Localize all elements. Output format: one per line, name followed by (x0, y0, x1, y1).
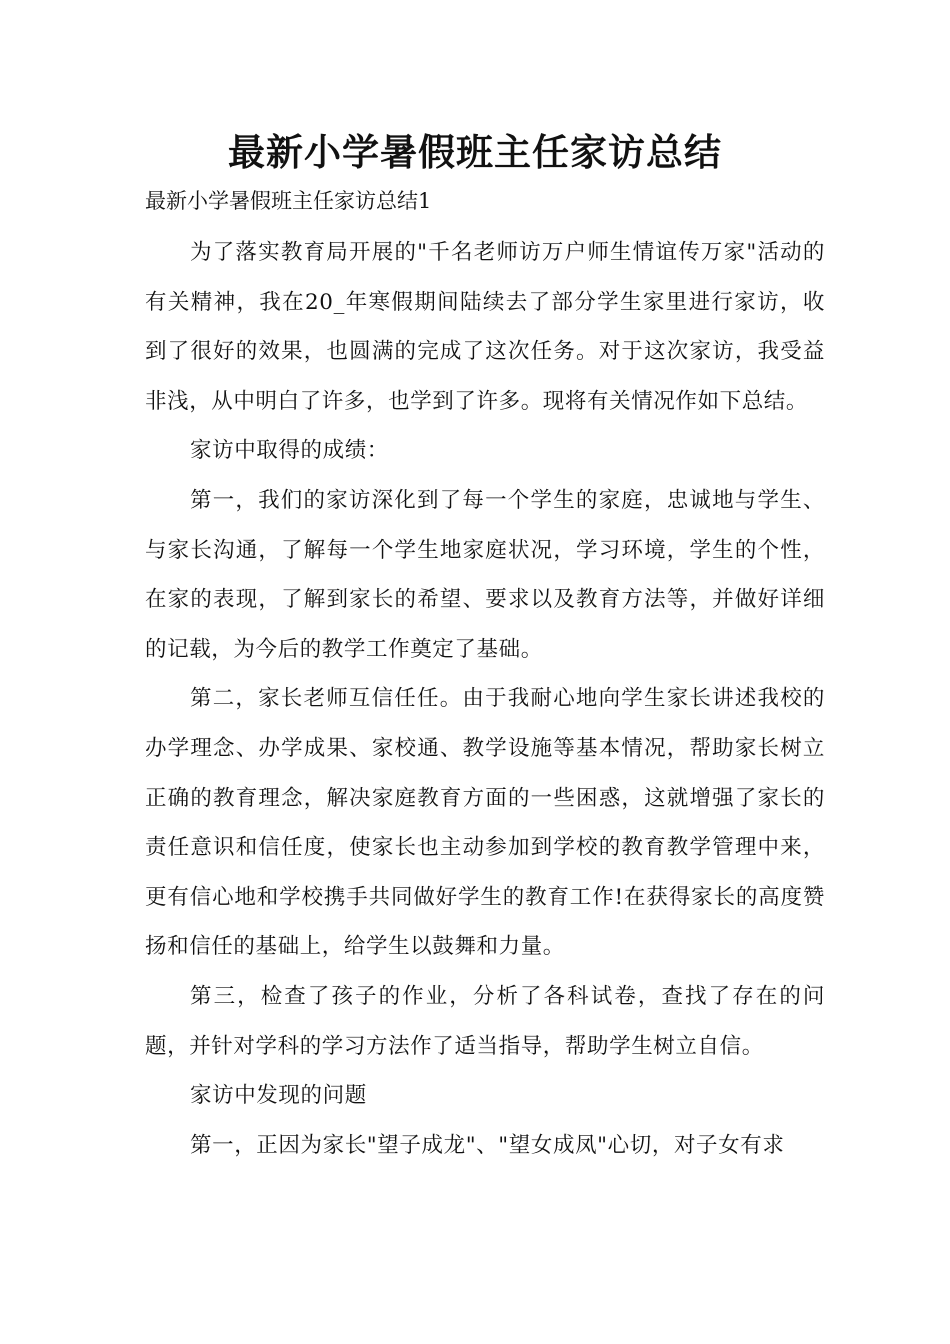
paragraph-problem-1: 第一，正因为家长"望子成龙"、"望女成凤"心切，对子女有求 (190, 1132, 785, 1158)
paragraph-achievement-2: 第二，家长老师互信任任。由于我耐心地向学生家长讲述我校的办学理念、办学成果、家校通、教学设施等基本情况，帮助家长树立正确的教育理念，解决家庭教育方面的一些困惑，这就增强了家长的责任意识和信任度，使家长也主动参加到学校的教育教学管理中来，更有信心地和学校携手共同做好学生的教育工作!在获得家长的高度赞扬和信任的基础上，给学生以鼓舞和力量。 (145, 686, 825, 960)
document-subtitle: 最新小学暑假班主任家访总结1 (145, 189, 432, 213)
paragraph-intro: 为了落实教育局开展的"千名老师访万户师生情谊传万家"活动的有关精神，我在20_年寒假期间陆续去了部分学生家里进行家访，收到了很好的效果，也圆满的完成了这次任务。对于这次家访，我受益非浅，从中明白了许多，也学到了许多。现将有关情况作如下总结。 (145, 240, 825, 414)
document-body (145, 228, 825, 1170)
section-heading-achievements: 家访中取得的成绩： (190, 438, 389, 464)
paragraph-achievement-1: 第一，我们的家访深化到了每一个学生的家庭，忠诚地与学生、与家长沟通，了解每一个学生地家庭状况，学习环境，学生的个性，在家的表现，了解到家长的希望、要求以及教育方法等，并做好详细的记载，为今后的教学工作奠定了基础。 (145, 487, 825, 662)
paragraph-achievement-3: 第三，检查了孩子的作业，分析了各科试卷，查找了存在的问题，并针对学科的学习方法作了适当指导，帮助学生树立自信。 (145, 983, 825, 1059)
document-title: 最新小学暑假班主任家访总结 (228, 130, 722, 174)
section-heading-problems: 家访中发现的问题 (190, 1083, 367, 1109)
